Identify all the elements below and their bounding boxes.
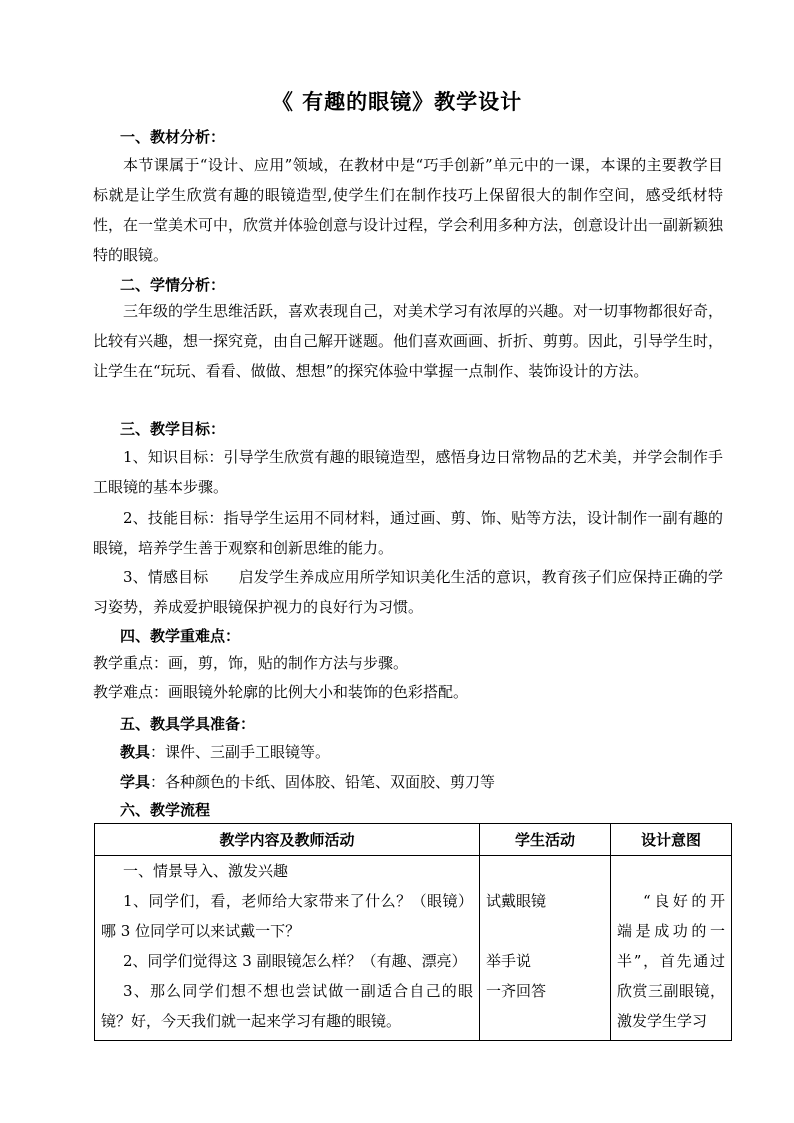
student-activity-cell — [480, 856, 611, 1041]
student-materials-items: ：各种颜色的卡纸、固体胶、铅笔、双面胶、剪刀等 — [150, 773, 496, 791]
teacher-materials-label: 教具 — [120, 743, 151, 761]
section-heading-key-points: 四、教学重难点： — [120, 627, 241, 645]
paragraph-material-analysis: 本节课属于“设计、应用”领域，在教材中是“巧手创新”单元中的一课，本课的主要教学目标就是让学生欣赏有趣的眼镜造型,使学生们在制作技巧上保留很大的制作空间，感受纸材特性，在一堂美术可中，欣赏并体验创意与设计过程，学会利用多种方法，创意设计出一副新颖独特的眼镜。 — [93, 156, 724, 264]
teaching-process-table — [94, 823, 732, 1041]
table-header-row — [95, 824, 732, 856]
header-student-activity: 学生活动 — [480, 824, 611, 856]
design-intent-cell — [611, 856, 732, 1041]
section-heading-goals: 三、教学目标： — [120, 420, 226, 438]
page-title: 《 有趣的眼镜》教学设计 — [271, 90, 523, 114]
student-materials-label: 学具 — [120, 773, 151, 791]
section-heading-materials: 五、教具学具准备： — [120, 715, 256, 733]
header-teacher-activity: 教学内容及教师活动 — [95, 824, 480, 856]
goal-skill: 2、技能目标：指导学生运用不同材料，通过画、剪、饰、贴等方法，设计制作一副有趣的眼镜，培养学生善于观察和创新思维的能力。 — [93, 509, 723, 557]
table-row — [95, 856, 732, 1041]
section-heading-student-analysis: 二、学情分析： — [120, 276, 226, 294]
section-heading-process: 六、教学流程 — [120, 801, 211, 819]
activity-question-2: 2、同学们觉得这 3 副眼镜怎么样？（有趣、漂亮） — [123, 952, 467, 970]
goal-knowledge: 1、知识目标：引导学生欣赏有趣的眼镜造型，感悟身边日常物品的艺术美，并学会制作手工眼镜的基本步骤。 — [93, 448, 723, 496]
design-intent-text: “良好的开端是成功的一半”，首先通过欣赏三副眼镜，激发学生学习 — [617, 892, 725, 1030]
activity-question-1: 1、同学们，看，老师给大家带来了什么？（眼镜）哪 3 位同学可以来试戴一下？ — [101, 892, 473, 940]
activity-title: 一、情景导入、激发兴趣 — [123, 862, 289, 880]
teacher-activity-cell — [95, 856, 480, 1041]
teacher-materials-items: ：课件、三副手工眼镜等。 — [150, 743, 331, 761]
section-heading-analysis: 一、教材分析： — [120, 128, 226, 146]
goal-emotion: 3、情感目标 启发学生养成应用所学知识美化生活的意识，教育孩子们应保持正确的学习姿势，养成爱护眼镜保护视力的良好行为习惯。 — [93, 568, 723, 616]
header-design-intent: 设计意图 — [611, 824, 732, 856]
key-point-line: 教学重点：画，剪，饰，贴的制作方法与步骤。 — [93, 654, 409, 672]
student-activity-3: 一齐回答 — [486, 982, 547, 1000]
difficulty-line: 教学难点：画眼镜外轮廓的比例大小和装饰的色彩搭配。 — [93, 683, 469, 701]
student-activity-1: 试戴眼镜 — [486, 892, 547, 910]
student-materials-line — [120, 767, 495, 797]
student-activity-2: 举手说 — [486, 952, 532, 970]
teacher-materials-line — [120, 737, 330, 767]
paragraph-student-analysis: 三年级的学生思维活跃，喜欢表现自己，对美术学习有浓厚的兴趣。对一切事物都很好奇，比较有兴趣，想一探究竟，由自己解开谜题。他们喜欢画画、折折、剪剪。因此，引导学生时，让学生在“玩玩、看看、做做、想想”的探究体验中掌握一点制作、装饰设计的方法。 — [93, 302, 724, 380]
activity-question-3: 3、那么同学们想不想也尝试做一副适合自己的眼镜？好，今天我们就一起来学习有趣的眼镜。 — [101, 982, 473, 1030]
